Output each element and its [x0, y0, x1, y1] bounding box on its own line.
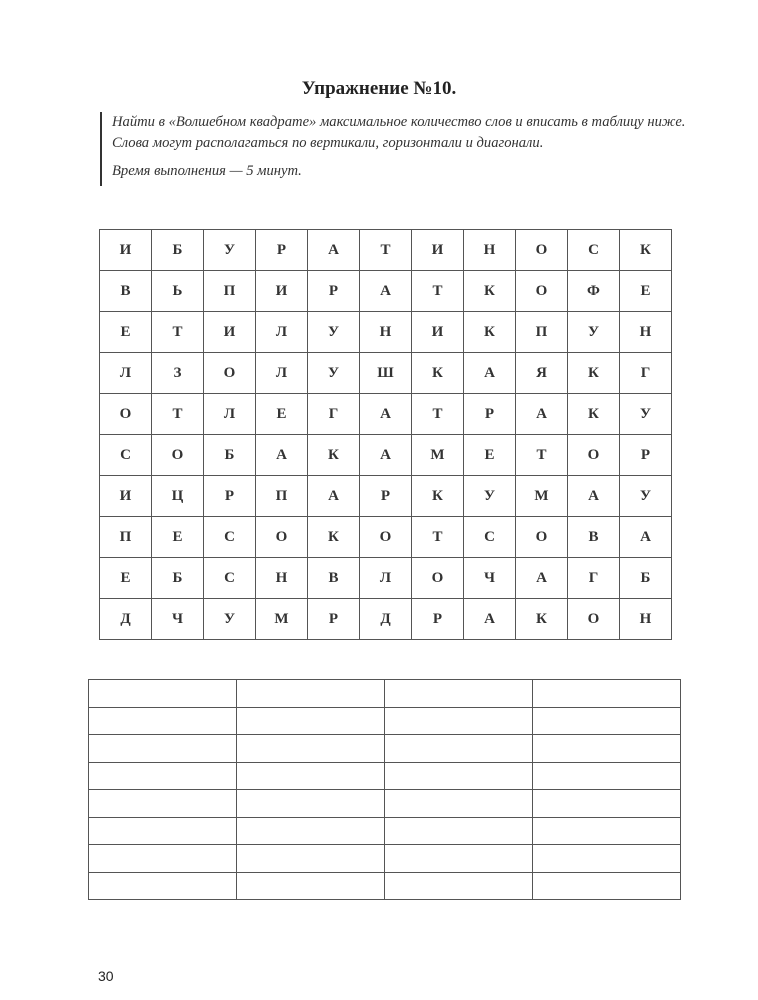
answer-row — [89, 680, 681, 708]
grid-cell[interactable]: А — [308, 230, 360, 271]
grid-cell[interactable]: М — [256, 599, 308, 640]
grid-cell[interactable]: Н — [256, 558, 308, 599]
grid-cell[interactable]: А — [464, 599, 516, 640]
grid-cell[interactable]: Г — [568, 558, 620, 599]
grid-cell[interactable]: П — [204, 271, 256, 312]
grid-cell[interactable]: О — [516, 517, 568, 558]
answer-cell[interactable] — [89, 762, 237, 790]
grid-cell[interactable]: Я — [516, 353, 568, 394]
grid-cell[interactable]: Ь — [152, 271, 204, 312]
answer-cell[interactable] — [89, 680, 237, 708]
grid-cell[interactable]: И — [100, 476, 152, 517]
grid-cell[interactable]: Ц — [152, 476, 204, 517]
grid-cell[interactable]: О — [412, 558, 464, 599]
grid-cell[interactable]: В — [100, 271, 152, 312]
answer-cell[interactable] — [237, 872, 385, 900]
grid-cell[interactable]: У — [620, 476, 672, 517]
grid-row — [100, 599, 672, 640]
grid-cell[interactable]: Н — [464, 230, 516, 271]
grid-cell[interactable]: О — [152, 435, 204, 476]
grid-cell[interactable]: Т — [412, 394, 464, 435]
grid-cell[interactable]: В — [308, 558, 360, 599]
grid-cell[interactable]: Л — [100, 353, 152, 394]
grid-cell[interactable]: Т — [360, 230, 412, 271]
grid-cell[interactable]: Н — [620, 312, 672, 353]
grid-cell[interactable]: У — [464, 476, 516, 517]
grid-row — [100, 230, 672, 271]
grid-cell[interactable]: У — [568, 312, 620, 353]
answer-cell[interactable] — [533, 817, 681, 845]
answer-cell[interactable] — [533, 735, 681, 763]
grid-cell[interactable]: И — [412, 230, 464, 271]
grid-row — [100, 353, 672, 394]
grid-cell[interactable]: С — [204, 558, 256, 599]
grid-row — [100, 517, 672, 558]
grid-cell[interactable]: А — [256, 435, 308, 476]
grid-cell[interactable]: Р — [464, 394, 516, 435]
grid-cell[interactable]: Е — [100, 558, 152, 599]
grid-cell[interactable]: Т — [412, 271, 464, 312]
instructions-block — [100, 112, 692, 186]
grid-cell[interactable]: А — [360, 435, 412, 476]
grid-cell[interactable]: У — [204, 599, 256, 640]
answer-cell[interactable] — [237, 790, 385, 818]
grid-cell[interactable]: Е — [620, 271, 672, 312]
grid-row — [100, 558, 672, 599]
grid-cell[interactable]: Ч — [152, 599, 204, 640]
grid-cell[interactable]: Д — [360, 599, 412, 640]
grid-cell[interactable]: С — [204, 517, 256, 558]
answer-cell[interactable] — [533, 762, 681, 790]
grid-cell[interactable]: Р — [412, 599, 464, 640]
answer-cell[interactable] — [385, 707, 533, 735]
grid-cell[interactable]: С — [464, 517, 516, 558]
grid-row — [100, 394, 672, 435]
grid-cell[interactable]: О — [516, 271, 568, 312]
magic-square-grid — [99, 229, 672, 640]
grid-cell[interactable]: Б — [204, 435, 256, 476]
grid-cell[interactable]: Д — [100, 599, 152, 640]
grid-cell[interactable]: К — [412, 476, 464, 517]
grid-cell[interactable]: О — [204, 353, 256, 394]
grid-cell[interactable]: А — [308, 476, 360, 517]
grid-cell[interactable]: К — [464, 271, 516, 312]
grid-cell[interactable]: В — [568, 517, 620, 558]
answer-cell[interactable] — [89, 790, 237, 818]
grid-cell[interactable]: Б — [152, 558, 204, 599]
answer-row — [89, 845, 681, 873]
grid-cell[interactable]: А — [360, 271, 412, 312]
grid-cell[interactable]: И — [204, 312, 256, 353]
grid-cell[interactable]: А — [516, 558, 568, 599]
grid-cell[interactable]: П — [256, 476, 308, 517]
grid-cell[interactable]: Л — [256, 312, 308, 353]
grid-cell[interactable]: У — [620, 394, 672, 435]
answer-cell[interactable] — [237, 817, 385, 845]
grid-cell[interactable]: К — [308, 517, 360, 558]
answer-cell[interactable] — [385, 817, 533, 845]
answer-row — [89, 817, 681, 845]
answer-cell[interactable] — [385, 735, 533, 763]
grid-cell[interactable]: К — [412, 353, 464, 394]
exercise-title: Упражнение №10. — [301, 78, 457, 99]
grid-cell[interactable]: Р — [308, 599, 360, 640]
grid-cell[interactable]: К — [516, 599, 568, 640]
grid-cell[interactable]: Р — [620, 435, 672, 476]
answer-row — [89, 762, 681, 790]
grid-cell[interactable]: Т — [152, 312, 204, 353]
answer-cell[interactable] — [533, 680, 681, 708]
grid-cell[interactable]: К — [568, 394, 620, 435]
answer-cell[interactable] — [533, 707, 681, 735]
grid-cell[interactable]: Т — [412, 517, 464, 558]
grid-cell[interactable]: К — [464, 312, 516, 353]
answer-row — [89, 790, 681, 818]
answer-cell[interactable] — [533, 845, 681, 873]
grid-cell[interactable]: А — [516, 394, 568, 435]
grid-cell[interactable]: Е — [464, 435, 516, 476]
grid-cell[interactable]: Б — [620, 558, 672, 599]
answer-row — [89, 872, 681, 900]
answer-row — [89, 735, 681, 763]
grid-cell[interactable]: Р — [256, 230, 308, 271]
grid-cell[interactable]: Е — [256, 394, 308, 435]
grid-cell[interactable]: К — [568, 353, 620, 394]
page-number: 30 — [98, 968, 114, 984]
grid-cell[interactable]: И — [100, 230, 152, 271]
answer-cell[interactable] — [89, 817, 237, 845]
grid-cell[interactable]: Т — [152, 394, 204, 435]
grid-cell[interactable]: О — [256, 517, 308, 558]
grid-cell[interactable]: Г — [620, 353, 672, 394]
grid-cell[interactable]: О — [100, 394, 152, 435]
grid-cell[interactable]: Б — [152, 230, 204, 271]
grid-cell[interactable]: К — [620, 230, 672, 271]
answer-cell[interactable] — [89, 872, 237, 900]
grid-row — [100, 312, 672, 353]
answer-cell[interactable] — [89, 845, 237, 873]
answer-cell[interactable] — [237, 735, 385, 763]
grid-cell[interactable]: У — [204, 230, 256, 271]
grid-cell[interactable]: Л — [204, 394, 256, 435]
grid-cell[interactable]: А — [360, 394, 412, 435]
grid-cell[interactable]: У — [308, 312, 360, 353]
grid-cell[interactable]: М — [516, 476, 568, 517]
answer-cell[interactable] — [237, 680, 385, 708]
answer-cell[interactable] — [237, 707, 385, 735]
answer-cell[interactable] — [385, 762, 533, 790]
time-limit: Время выполнения — 5 минут. — [112, 163, 302, 179]
grid-row — [100, 435, 672, 476]
grid-cell[interactable]: О — [568, 435, 620, 476]
answer-cell[interactable] — [385, 845, 533, 873]
grid-cell[interactable]: Р — [308, 271, 360, 312]
grid-cell[interactable]: Р — [204, 476, 256, 517]
answer-cell[interactable] — [533, 790, 681, 818]
grid-cell[interactable]: Н — [620, 599, 672, 640]
answer-cell[interactable] — [89, 707, 237, 735]
grid-row — [100, 476, 672, 517]
answer-cell[interactable] — [237, 845, 385, 873]
grid-cell[interactable]: Т — [516, 435, 568, 476]
grid-cell[interactable]: А — [568, 476, 620, 517]
instructions-text: Найти в «Волшебном квадрате» максимальное количество слов и вписать в таблицу ниже. Слова могут располагаться по вертикали, горизонтали и диагонали. — [112, 114, 686, 151]
answer-cell[interactable] — [385, 790, 533, 818]
grid-cell[interactable]: Р — [360, 476, 412, 517]
grid-cell[interactable]: С — [100, 435, 152, 476]
grid-cell[interactable]: Н — [360, 312, 412, 353]
grid-cell[interactable]: К — [308, 435, 360, 476]
grid-cell[interactable]: П — [100, 517, 152, 558]
answer-cell[interactable] — [89, 735, 237, 763]
grid-cell[interactable]: Е — [152, 517, 204, 558]
grid-cell[interactable]: А — [620, 517, 672, 558]
grid-cell[interactable]: О — [360, 517, 412, 558]
grid-cell[interactable]: Е — [100, 312, 152, 353]
grid-cell[interactable]: А — [464, 353, 516, 394]
grid-cell[interactable]: Л — [256, 353, 308, 394]
grid-row — [100, 271, 672, 312]
grid-cell[interactable]: И — [412, 312, 464, 353]
answer-cell[interactable] — [385, 680, 533, 708]
grid-cell[interactable]: И — [256, 271, 308, 312]
grid-cell[interactable]: М — [412, 435, 464, 476]
grid-cell[interactable]: У — [308, 353, 360, 394]
answer-row — [89, 707, 681, 735]
grid-cell[interactable]: О — [568, 599, 620, 640]
grid-cell[interactable]: Ш — [360, 353, 412, 394]
grid-cell[interactable]: Ч — [464, 558, 516, 599]
grid-cell[interactable]: С — [568, 230, 620, 271]
answer-cell[interactable] — [385, 872, 533, 900]
answer-cell[interactable] — [533, 872, 681, 900]
grid-cell[interactable]: З — [152, 353, 204, 394]
grid-cell[interactable]: П — [516, 312, 568, 353]
grid-cell[interactable]: Г — [308, 394, 360, 435]
answer-cell[interactable] — [237, 762, 385, 790]
grid-cell[interactable]: О — [516, 230, 568, 271]
answer-table — [88, 679, 681, 900]
grid-cell[interactable]: Ф — [568, 271, 620, 312]
grid-cell[interactable]: Л — [360, 558, 412, 599]
